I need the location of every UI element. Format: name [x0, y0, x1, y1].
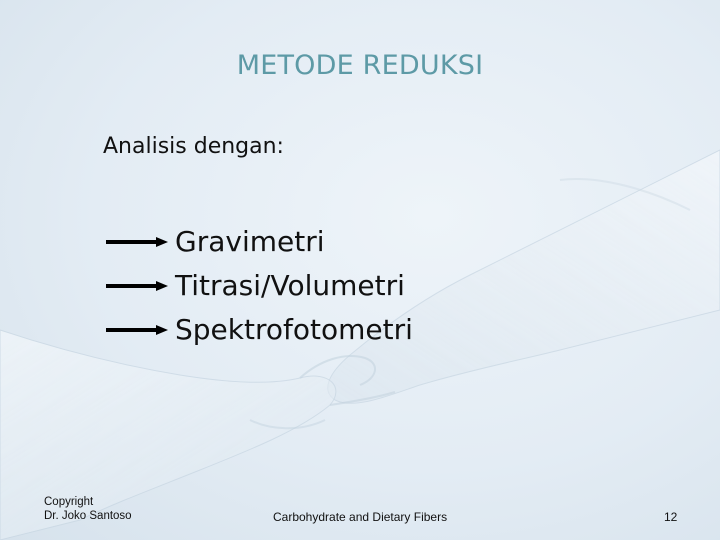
slide-title: METODE REDUKSI: [236, 50, 484, 81]
arrow-right-icon: [106, 278, 172, 294]
method-label-titrasi: Titrasi/Volumetri: [175, 269, 405, 302]
list-item: [106, 264, 413, 308]
copyright-author: Dr. Joko Santoso: [44, 510, 132, 522]
method-label-gravimetri: Gravimetri: [175, 225, 325, 258]
arrow-right-icon: [106, 234, 172, 250]
method-label-spektrofotometri: Spektrofotometri: [175, 313, 413, 346]
list-item: [106, 308, 413, 352]
copyright-label: Copyright: [44, 496, 94, 508]
arrow-right-icon: [106, 322, 172, 338]
footer-title: Carbohydrate and Dietary Fibers: [273, 510, 448, 524]
list-item: [106, 220, 413, 264]
footer-copyright: [44, 495, 132, 523]
method-list: [106, 220, 413, 352]
slide-subtitle: Analisis dengan:: [103, 134, 284, 159]
page-number: 12: [664, 510, 678, 524]
